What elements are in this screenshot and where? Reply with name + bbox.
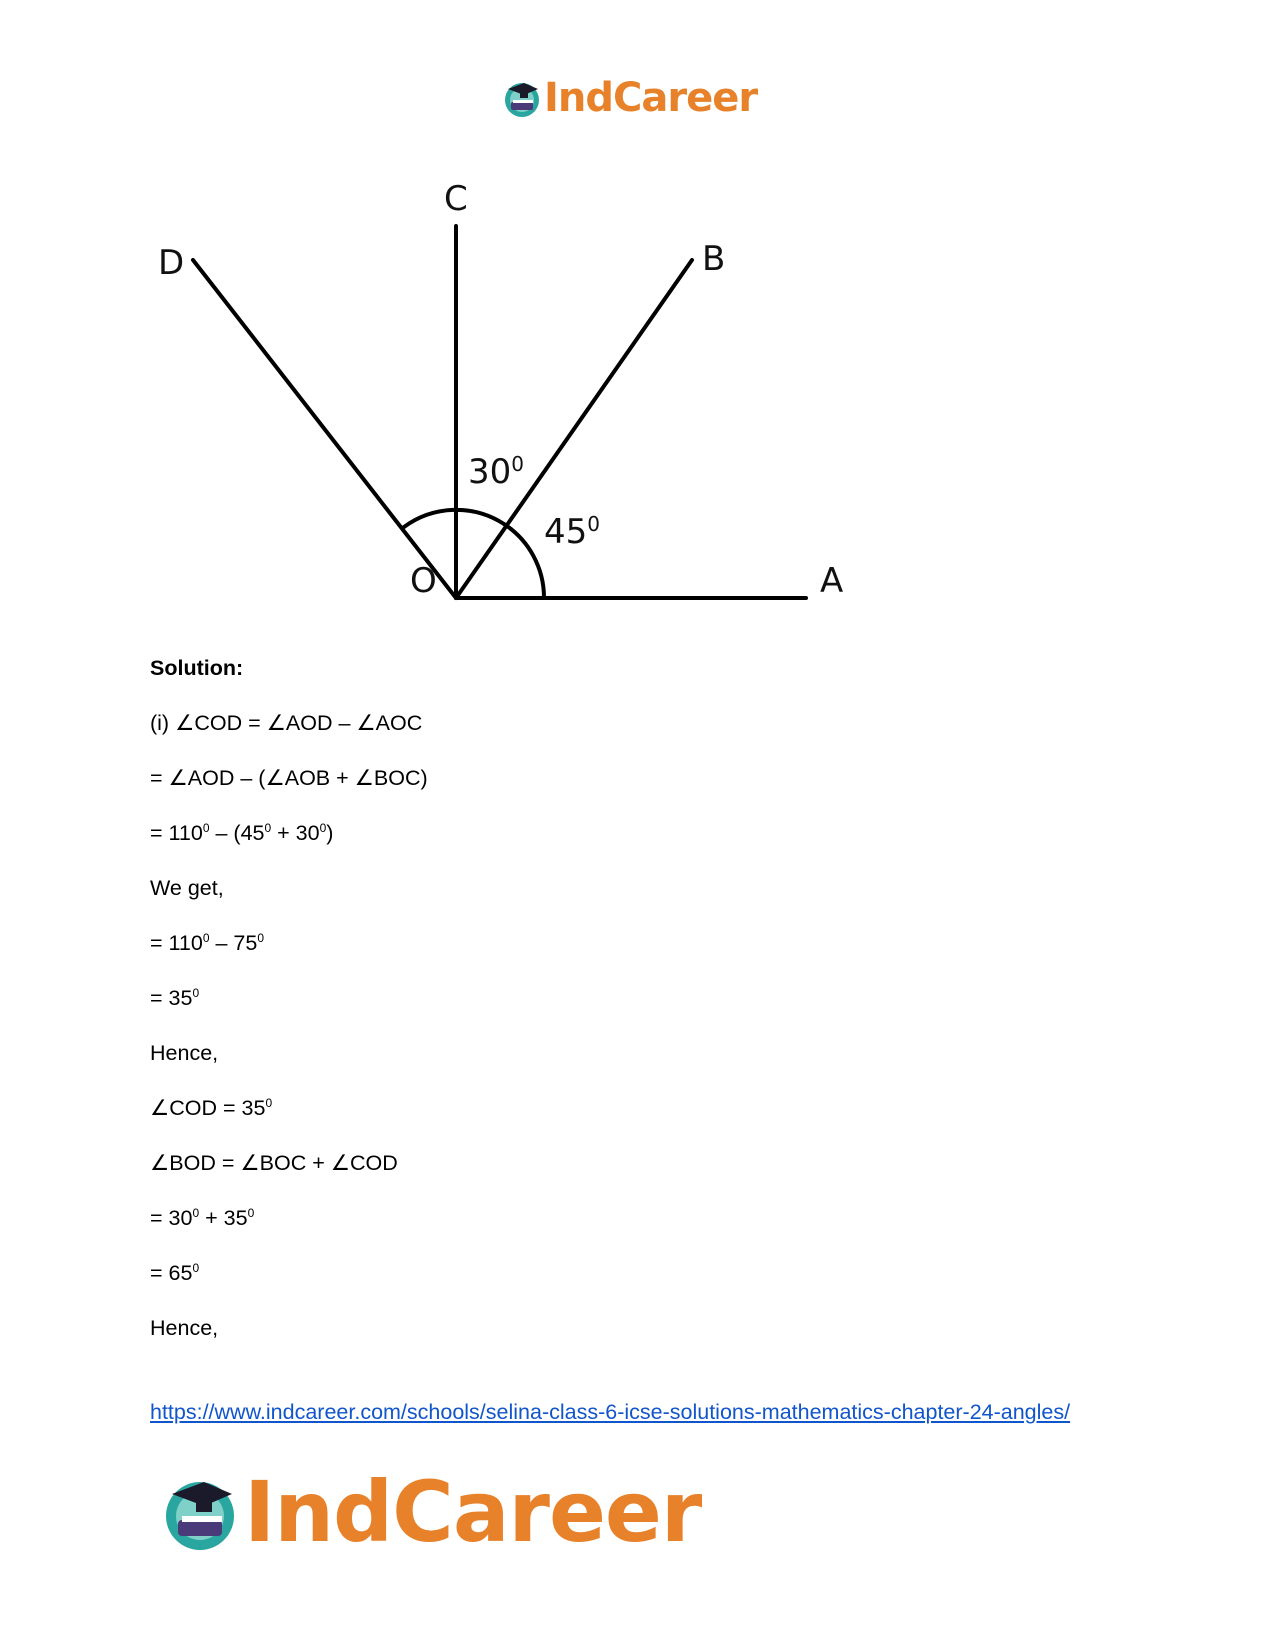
solution-line-6: = $35^0$ [150,986,200,1010]
solution-line-11: = $65^0$ [150,1261,200,1285]
source-link[interactable]: https://www.indcareer.com/schools/selina-class-6-icse-solutions-mathematics-chapter-24-angles/ [150,1400,1071,1424]
angle-boc-label: $30^0$ [468,452,524,492]
globe-graduate-icon [502,78,542,118]
solution-heading: Solution: [150,656,244,680]
brand-name: IndCareer [244,1463,702,1561]
brand-name: IndCareer [544,75,758,121]
point-label-a: A [820,561,844,601]
solution-line-5: = $110^0 - 75^0$ [150,931,265,955]
point-label-o: O [410,561,437,601]
solution-line-9: ∠BOD = ∠BOC + ∠COD [150,1151,398,1175]
solution-line-4: We get, [150,876,224,900]
solution-line-10: = $30^0 + 35^0$ [150,1206,255,1230]
footer-logo [160,1463,702,1561]
angle-aob-label: $45^0$ [544,512,600,552]
point-label-c: C [444,179,468,219]
solution-line-12: Hence, [150,1316,219,1340]
solution-line-8: ∠COD = $35^0$ [150,1096,273,1120]
point-label-b: B [702,239,726,279]
globe-graduate-icon [160,1472,240,1552]
solution-line-2: = ∠AOD – (∠AOB + ∠BOC) [150,766,428,790]
ray-od [193,260,456,598]
solution-body [150,656,1150,1371]
point-label-d: D [158,243,185,283]
solution-line-3: = $110^0 - (45^0 + 30^0)$ [150,821,334,845]
solution-line-7: Hence, [150,1041,219,1065]
solution-line-1: (i) ∠COD = ∠AOD – ∠AOC [150,711,423,735]
angle-diagram [150,178,910,618]
arc-aoc [504,524,544,598]
header-logo [502,75,758,121]
